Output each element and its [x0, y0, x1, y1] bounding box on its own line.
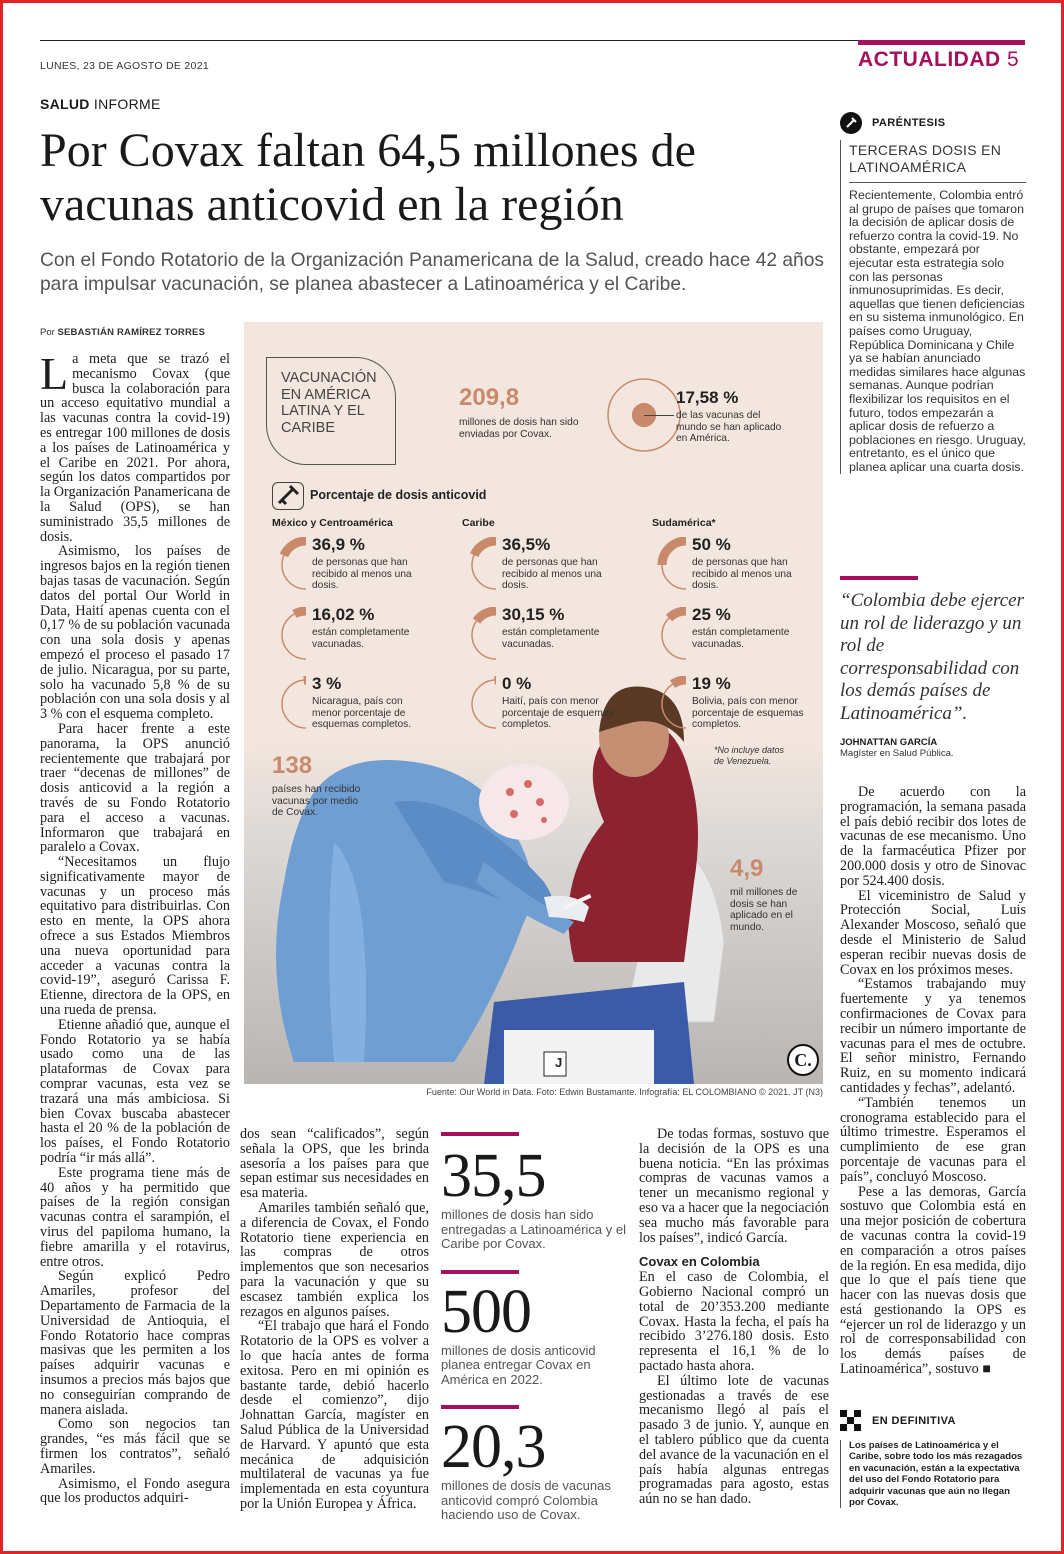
- figure-bar: [441, 1270, 519, 1274]
- figure-bar: [441, 1405, 519, 1409]
- percentage-arc-fill: [673, 680, 686, 684]
- kicker: [40, 96, 161, 112]
- quote-bar: [840, 576, 918, 580]
- region-stat-number: 50 %: [692, 535, 731, 554]
- paragraph: Asimismo, los países de ingresos bajos en la región tienen bajas tasas de vacunación. Según datos del portal Our World in Data, Haití apenas cuenta con el 0,17 % de su población vacunada con una sola dosis y apenas empezó el proceso el pasado 17 de julio. Nicaragua, por su parte, solo ha vacunado 5,8 % de su población con una sola dosis y al 3 % con el esquema completo.: [40, 543, 230, 723]
- headline: Por Covax faltan 64,5 millones de vacunas anticovid en la región: [40, 124, 696, 231]
- paragraph: “Estamos trabajando muy fuertemente y ya tenemos confirmaciones de Covax para recibir un número importante de vacunas para el mes de octubre. El señor ministro, Fernando Ruiz, en su momento indicará cantidades y fechas”, adelantó.: [840, 976, 1026, 1096]
- percentage-arc: [652, 676, 688, 732]
- region-stat-text: están completamente vacunadas.: [692, 627, 790, 650]
- big-figures-column: [441, 1132, 626, 1523]
- byline-prefix: Por: [40, 327, 58, 338]
- region-sudamerica: [652, 517, 823, 529]
- figure-label: millones de dosis han sido entregadas a Latinoamérica y el Caribe por Covax.: [441, 1207, 627, 1251]
- paragraph: Según explicó Pedro Amariles, profesor del Departamento de Farmacia de la Universidad de Antioquia, el Fondo Rotatorio hace compras masivas que les permiten a los países adquirir vacunas e insumos a precios más bajos que no conseguirían comprando de manera aislada.: [40, 1268, 230, 1418]
- en-definitiva-box: [840, 1410, 1026, 1508]
- stat-dosis-mundo: 4,9: [730, 855, 764, 882]
- share-leader-line: [644, 415, 674, 416]
- article-column-1: [40, 348, 230, 1514]
- region-name: Caribe: [462, 517, 495, 529]
- paragraph: De acuerdo con la programación, la semana pasada el país debió recibir dos lotes de vacunas de ese mecanismo. Uno de la farmacéutica Pfizer por 200.000 dosis y otro de Sinovac por 524.400 dosis.: [840, 784, 1026, 889]
- region-stat-text: Nicaragua, país con menor porcentaje de esquemas completos.: [312, 696, 412, 730]
- drop-cap: L: [40, 348, 69, 399]
- sidebar-title: TERCERAS DOSIS EN LATINOAMÉRICA: [849, 140, 1026, 183]
- article-column-4: [639, 1127, 829, 1507]
- percentage-arc: [652, 607, 688, 663]
- paragraph: Asimismo, el Fondo asegura que los productos adquiri-: [40, 1475, 230, 1507]
- region-stat-number: 30,15 %: [502, 605, 565, 624]
- pull-quote: [840, 576, 1026, 759]
- sidebar-label: PARÉNTESIS: [872, 117, 946, 129]
- syringe-icon: [272, 482, 304, 510]
- kicker-rest: INFORME: [89, 96, 161, 112]
- article-column-5: [840, 785, 1026, 1377]
- region-caribe: [462, 517, 637, 529]
- paragraph: Este programa tiene más de 40 años y ha permitido que países de la región consigan vacunas contra el sarampión, el virus del papiloma humano, la fiebre amarilla y el rotavirus, entre otros.: [40, 1164, 230, 1270]
- sidebar-box: [840, 140, 1026, 474]
- percentage-arc-fill: [669, 611, 686, 618]
- region-stat-text: Bolivia, país con menor porcentaje de esquemas completos.: [692, 696, 804, 730]
- region-stat-number: 19 %: [692, 674, 731, 693]
- region-name: Sudamérica*: [652, 517, 716, 529]
- endbox-label: EN DEFINITIVA: [872, 1415, 956, 1427]
- el-colombiano-logo: C.: [787, 1044, 819, 1076]
- infographic-footnote: *No incluye datos de Venezuela.: [714, 745, 785, 766]
- sidebar-text: Recientemente, Colombia entró al grupo de países que tomaron la decisión de aplicar dosis de refuerzo contra la covid-19. No obstante, empezará por ejecutar esta estrategia solo con las personas inmunosuprimidas. Es decir, aquellas que tienen deficiencias en su sistema inmunológico. En países como Uruguay, República Dominicana y Chile ya se habían anunciado medidas similares hace algunas semanas. Aunque podrían flexibilizar los requisitos en el futuro, todos empezarán a aplicar dosis de refuerzo a poblaciones en riesgo. Uruguay, entretanto, es el único que planea aplicar una cuarta dosis.: [849, 188, 1026, 474]
- paragraph: El último lote de vacunas gestionadas a través de ese mecanismo llegó al país el pasado 3 de junio. Y, aunque en el tablero público que da cuenta del avance de la vacunación en el país había algunas entregas programadas para agosto, estas aún no se han dado.: [639, 1372, 829, 1508]
- quote-text: “Colombia debe ejercer un rol de liderazgo y un rol de corresponsabilidad con los demás países de Latinoamérica”.: [840, 590, 1024, 724]
- stat-america-share-text: de las vacunas del mundo se han aplicado en América.: [676, 410, 782, 444]
- region-stat-number: 36,5%: [502, 535, 551, 554]
- endbox-header: [840, 1410, 1026, 1432]
- region-stat-text: Haití, país con menor porcentaje de esquemas completos.: [502, 696, 614, 730]
- kicker-bold: SALUD: [40, 96, 90, 112]
- region-stat-number: 3 %: [312, 674, 342, 693]
- sidebar-header: [840, 112, 1026, 134]
- percentage-arc: [652, 537, 688, 593]
- paragraph: “El trabajo que hará el Fondo Rotatorio de la OPS es volver a lo que hacía antes de forma exitosa. Pero en mi opinión es bastante tarde, debió hacerlo desde el comienzo”, dijo Johnattan García, magíster en Salud Pública de la Universidad de Harvard. Y apuntó que esta mecánica de adquisición multilateral de vacunas ya fue implementada en esta coyuntura por la Unión Europea y África.: [240, 1318, 429, 1512]
- figure-bar: [441, 1132, 519, 1136]
- infographic: [244, 322, 823, 1084]
- paragraph: En el caso de Colombia, el Gobierno Nacional compró un total de 20’353.200 mediante Covax. Hasta la fecha, el país ha recibido 3’276.180 dosis. Esto representa el 16,1 % de lo pactado hasta ahora.: [639, 1269, 829, 1374]
- endbox-body: [840, 1440, 1026, 1508]
- quote-role: Magíster en Salud Pública.: [840, 748, 954, 759]
- stat-paises-covax: 138: [272, 752, 313, 779]
- infographic-credit: Fuente: Our World in Data. Foto: Edwin Bustamante. Infografía: EL COLOMBIANO © 2021. JT (N3): [426, 1087, 823, 1097]
- syringe-icon: [840, 112, 862, 134]
- figure-number: 20,3: [441, 1413, 546, 1481]
- stat-paises-covax-text: países han recibido vacunas por medio de Covax.: [272, 784, 361, 818]
- region-stat-text: están completamente vacunadas.: [312, 627, 410, 650]
- lead-text: a meta que se trazó el mecanismo Covax (que busca la colaboración para un acceso equitativo mundial a las vacunas contra la covid-19) es entregar 100 millones de dosis a los países de Latinoamérica y el Caribe en 2021. Por ahora, según los datos compartidos por la Organización Panamericana de la Salud (OPS), se han suministrado 35,5 millones de dosis.: [40, 351, 230, 545]
- region-mexico-centroamerica: [272, 517, 447, 529]
- percentage-arc-fill: [284, 541, 306, 555]
- stat-dosis-enviadas: 209,8: [459, 384, 520, 411]
- section-name: ACTUALIDAD: [858, 48, 1001, 71]
- paragraph: Etienne añadió que, aunque el Fondo Rotatorio ya se había usado como una de las plataformas de Covax para comprar vacunas, esta vez se trazará una más ambiciosa. Si bien Covax buscaba abastecer hasta el 20 % de la población de los países, el Fondo Rotatorio podría “ir más allá”.: [40, 1016, 230, 1167]
- region-stat-text: de personas que han recibido al menos una dosis.: [502, 557, 602, 591]
- percentage-arc: [272, 537, 308, 593]
- percentage-arc: [462, 537, 498, 593]
- paragraph: Para hacer frente a este panorama, la OPS anunció recientemente que trabajará por traer “decenas de millones” de dosis anticovid a la región a través de su Fondo Rotatorio para el acceso a vacunas. Informaron que trabajará en paralelo a Covax.: [40, 720, 230, 856]
- byline: [40, 327, 205, 338]
- figure-label: millones de dosis anticovid planea entregar Covax en América en 2022.: [441, 1342, 596, 1387]
- infographic-title: VACUNACIÓN EN AMÉRICA LATINA Y EL CARIBE: [266, 357, 396, 465]
- subsection-title: Covax en Colombia: [639, 1254, 760, 1270]
- stat-america-share: 17,58 %: [676, 388, 739, 407]
- article-column-2: [240, 1127, 429, 1512]
- stat-dosis-enviadas-text: millones de dosis han sido enviadas por Covax.: [459, 417, 579, 440]
- stat-dosis-mundo-text: mil millones de dosis se han aplicado en el mundo.: [730, 887, 798, 933]
- percentage-arc-fill: [294, 611, 306, 614]
- endbox-text: Los países de Latinoamérica y el Caribe, sobre todo los más rezagados en vacunación, están a la expectativa del uso del Fondo Rotatorio para adquirir vacunas que aún no llegan por Covax.: [849, 1440, 1023, 1509]
- paragraph: “Necesitamos un flujo significativamente mayor de vacunas y un proceso más equitativo para distribuirlas. Con esto en mente, la OPS ahora ofrece a sus Estados Miembros una nueva oportunidad para acceder a vacunas contra la covid-19”, aseguró Carissa F. Etienne, directora de la OPS, en una rueda de prensa.: [40, 854, 230, 1019]
- paragraph: De todas formas, sostuvo que la decisión de la OPS es una buena noticia. “En las próximas compras de vacunas vamos a tener un mecanismo regional y eso va a hacer que la negociación sea mucho más favorable para los países”, indicó García.: [639, 1126, 829, 1246]
- region-stat-number: 25 %: [692, 605, 731, 624]
- region-stat-text: de personas que han recibido al menos una dosis.: [692, 557, 792, 591]
- region-stat-number: 0 %: [502, 674, 532, 693]
- figure-number: 500: [441, 1277, 531, 1346]
- paragraph: “También tenemos un cronograma establecido para el último trimestre. Esperamos el cumplimiento de ese gran porcentaje de vacunas para el país”, concluyó Moscoso.: [840, 1094, 1026, 1185]
- subheadline: Con el Fondo Rotatorio de la Organización Panamericana de la Salud, creado hace 42 años para impulsar vacunación, se planea abastecer a Latinoamérica y el Caribe.: [40, 250, 824, 295]
- section-bar: [858, 40, 1025, 45]
- quote-author: JOHNATTAN GARCÍA: [840, 737, 938, 748]
- checker-icon: [840, 1410, 862, 1432]
- paragraph: dos sean “calificados”, según señala la OPS, que les brinda asesoría a los países para que sepan estimar sus necesidades en esa materia.: [240, 1126, 429, 1202]
- percentage-arc: [272, 676, 308, 732]
- percentage-arc: [462, 676, 498, 732]
- region-name: México y Centroamérica: [272, 517, 393, 529]
- region-stat-number: 36,9 %: [312, 535, 365, 554]
- page-number: 5: [1007, 48, 1019, 71]
- percentage-arc: [272, 607, 308, 663]
- percentage-arc-fill: [662, 541, 686, 565]
- cooler-label: J: [555, 1055, 563, 1070]
- region-stat-text: están completamente vacunadas.: [502, 627, 600, 650]
- percentage-arc-fill: [474, 541, 496, 555]
- figure-label: millones de dosis de vacunas anticovid compró Colombia haciendo uso de Covax.: [441, 1478, 611, 1522]
- paragraph: Amariles también señaló que, a diferencia de Covax, el Fondo Rotatorio tiene experiencia en las compras de otros implementos que son necesarios para la vacunación y que su escasez también explica los rezagos en algunos países.: [240, 1199, 429, 1320]
- parentesis-sidebar: [840, 112, 1026, 474]
- paragraph: El viceministro de Salud y Protección Social, Luis Alexander Moscoso, señaló que desde el Ministerio de Salud esperan recibir nuevas dosis de Covax en los próximos meses.: [840, 887, 1026, 978]
- region-stat-number: 16,02 %: [312, 605, 375, 624]
- paragraph: Pese a las demoras, García sostuvo que Colombia está en una mejor posición de cobertura de vacunas contra la covid-19 en comparación a otros países de la región. En esa medida, dijo que lo que el país tiene que hacer con las nuevas dosis que está gestionando la OPS es “ejercer un rol de liderazgo y un rol de corresponsabilidad con los demás países de Latinoamérica”, sostuvo ■: [840, 1183, 1026, 1378]
- percentage-arc-fill: [477, 611, 496, 621]
- byline-author: SEBASTIÁN RAMÍREZ TORRES: [57, 327, 206, 338]
- dateline: LUNES, 23 DE AGOSTO DE 2021: [40, 60, 209, 72]
- paragraph: Como son negocios tan grandes, “es más fácil que se firmen los contratos”, señaló Amariles.: [40, 1416, 230, 1477]
- dose-section-title: Porcentaje de dosis anticovid: [310, 488, 487, 502]
- figure-number: 35,5: [441, 1142, 546, 1210]
- lead-paragraph: [40, 348, 230, 545]
- percentage-arc: [462, 607, 498, 663]
- region-stat-text: de personas que han recibido al menos una dosis.: [312, 557, 412, 591]
